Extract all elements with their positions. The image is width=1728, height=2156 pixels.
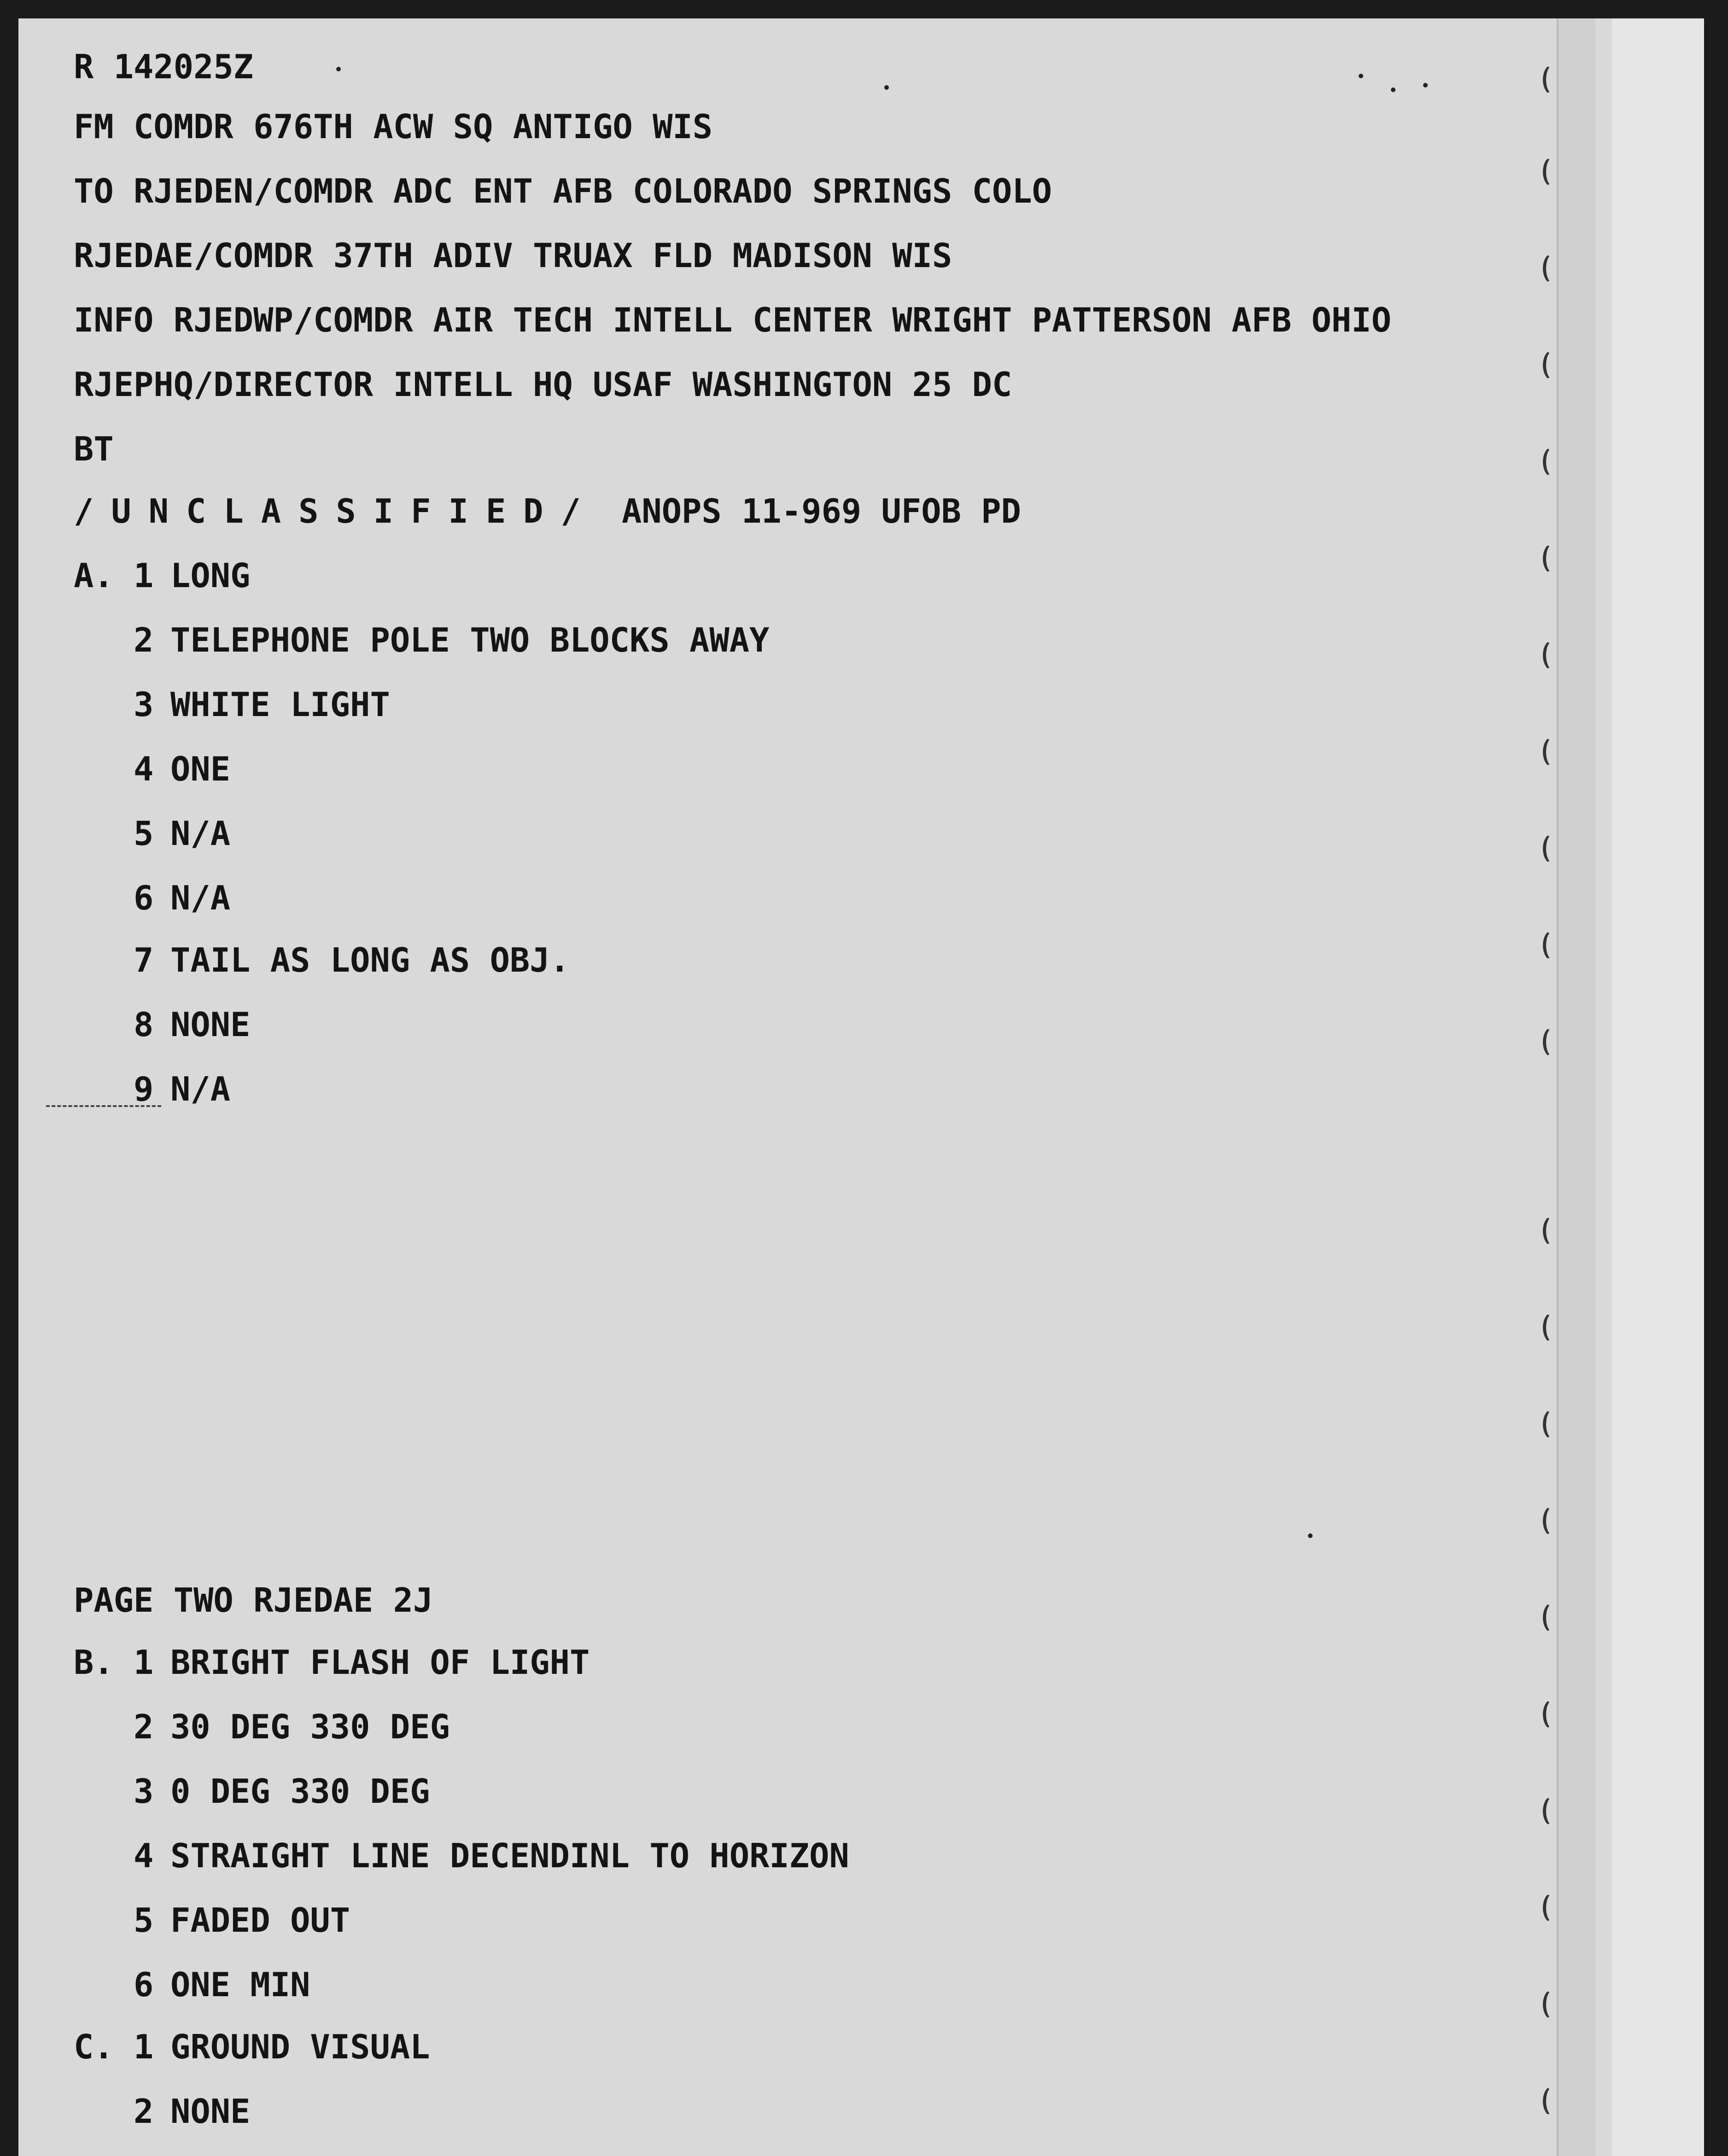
ink-speck	[884, 85, 889, 90]
section-b-item-text: FADED OUT	[170, 1901, 350, 1940]
section-b-item-text: STRAIGHT LINE DECENDINL TO HORIZON	[170, 1836, 849, 1875]
section-a-item-text: NONE	[170, 1005, 251, 1044]
info-line: INFO RJEDWP/COMDR AIR TECH INTELL CENTER WRIGHT PATTERSON AFB OHIO	[74, 301, 1391, 339]
ink-speck	[1423, 83, 1428, 87]
info-line-2: RJEPHQ/DIRECTOR INTELL HQ USAF WASHINGTON 25 DC	[74, 365, 1012, 404]
margin-punch-mark	[1543, 543, 1562, 574]
section-b-item-num: 6	[134, 1965, 154, 2004]
section-b-item-text: BRIGHT FLASH OF LIGHT	[170, 1643, 590, 1682]
section-a-item-num: 7	[134, 941, 154, 979]
section-a-item-num: 4	[134, 750, 154, 788]
margin-punch-mark	[1543, 1216, 1562, 1246]
section-a-item-text: TELEPHONE POLE TWO BLOCKS AWAY	[170, 621, 770, 659]
section-a-item-num: 3	[134, 685, 154, 724]
ink-speck	[336, 67, 341, 71]
margin-punch-mark	[1543, 64, 1562, 95]
from-line: FM COMDR 676TH ACW SQ ANTIGO WIS	[74, 107, 713, 146]
section-b-item-text: 0 DEG 330 DEG	[170, 1772, 430, 1811]
margin-punch-mark	[1543, 640, 1562, 670]
margin-punch-mark	[1543, 930, 1562, 961]
margin-punch-mark	[1543, 1027, 1562, 1057]
subject-line: ANOPS 11-969 UFOB PD	[622, 492, 1021, 530]
margin-punch-mark	[1543, 447, 1562, 477]
margin-punch-mark	[1543, 737, 1562, 767]
section-c-item-text: GROUND VISUAL	[170, 2028, 430, 2066]
section-a-item-text: N/A	[170, 1070, 231, 1108]
ink-speck	[1359, 74, 1363, 78]
page-two-heading: PAGE TWO RJEDAE 2J	[74, 1581, 433, 1620]
margin-punch-mark	[1543, 1312, 1562, 1343]
section-a-item-text: ONE	[170, 750, 231, 788]
section-c-item-text: NONE	[170, 2092, 251, 2131]
margin-punch-mark	[1543, 1796, 1562, 1826]
section-b-item-num: 5	[134, 1901, 154, 1940]
margin-punch-mark	[1543, 1602, 1562, 1633]
margin-punch-mark	[1543, 350, 1562, 380]
margin-punch-mark	[1543, 833, 1562, 864]
section-b-label: B.	[74, 1643, 114, 1682]
section-c-item-num: 2	[134, 2092, 154, 2131]
margin-punch-mark	[1543, 253, 1562, 284]
section-a-item-text: LONG	[170, 556, 251, 595]
margin-punch-mark	[1543, 1409, 1562, 1439]
page-edge	[1612, 18, 1704, 2156]
section-a-item-text: N/A	[170, 879, 231, 917]
section-a-label: A.	[74, 556, 114, 595]
ink-speck	[1308, 1533, 1313, 1538]
section-a-item-num: 6	[134, 879, 154, 917]
routing-line: R 142025Z	[74, 47, 254, 86]
section-c-label: C.	[74, 2028, 114, 2066]
section-b-item-text: 30 DEG 330 DEG	[170, 1707, 450, 1746]
section-a-item-num: 1	[134, 556, 154, 595]
section-a-item-num: 5	[134, 814, 154, 853]
page-margin-strip	[1557, 18, 1595, 2156]
section-a-item-num: 9	[134, 1070, 154, 1108]
margin-punch-mark	[1543, 2086, 1562, 2116]
classification-line: /UNCLASSIFIED/	[74, 492, 598, 530]
ink-speck	[1391, 87, 1395, 92]
teletype-page	[18, 18, 1704, 2156]
dashed-rule	[46, 1105, 161, 1107]
section-b-item-num: 4	[134, 1836, 154, 1875]
section-b-item-num: 1	[134, 1643, 154, 1682]
section-a-item-text: N/A	[170, 814, 231, 853]
section-b-item-num: 2	[134, 1707, 154, 1746]
section-a-item-text: WHITE LIGHT	[170, 685, 390, 724]
margin-punch-mark	[1543, 1989, 1562, 2020]
bt-line: BT	[74, 430, 114, 468]
section-a-item-text: TAIL AS LONG AS OBJ.	[170, 941, 570, 979]
margin-punch-mark	[1543, 157, 1562, 187]
section-b-item-text: ONE MIN	[170, 1965, 310, 2004]
section-a-item-num: 8	[134, 1005, 154, 1044]
section-a-item-num: 2	[134, 621, 154, 659]
to-line: TO RJEDEN/COMDR ADC ENT AFB COLORADO SPRINGS COLO	[74, 172, 1052, 210]
margin-punch-mark	[1543, 1699, 1562, 1730]
margin-punch-mark	[1543, 1893, 1562, 1923]
to-line-2: RJEDAE/COMDR 37TH ADIV TRUAX FLD MADISON WIS	[74, 236, 952, 275]
section-b-item-num: 3	[134, 1772, 154, 1811]
margin-punch-mark	[1543, 1506, 1562, 1536]
section-c-item-num: 1	[134, 2028, 154, 2066]
